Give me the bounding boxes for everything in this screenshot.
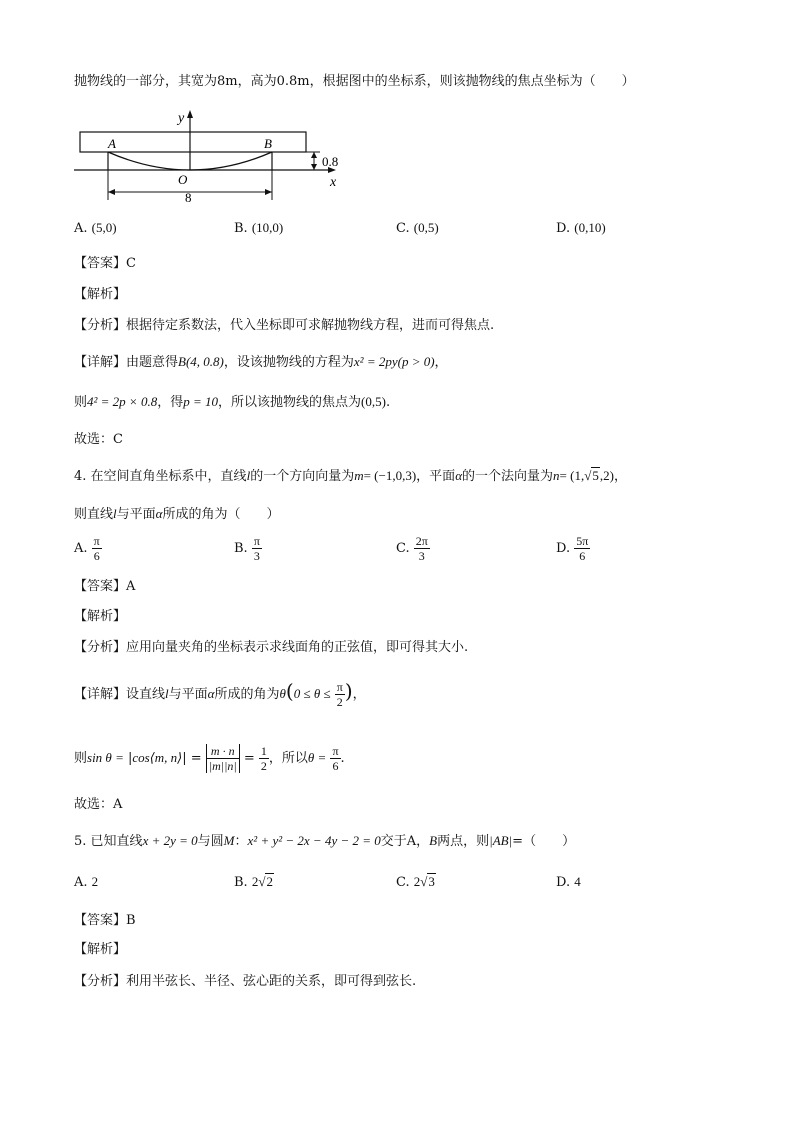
label-b: B	[264, 136, 272, 151]
q4-analysis-tag: 【解析】	[74, 609, 127, 624]
label-y: y	[178, 111, 185, 126]
q5-fenxi: 【分析】利用半弦长、半径、弦心距的关系，即可得到弦长.	[74, 974, 417, 989]
q3-stem: 抛物线的一部分，其宽为8m，高为0.8m，根据图中的坐标系，则该抛物线的焦点坐标为（ ）	[74, 74, 635, 89]
q3-option-b: B. (10,0)	[234, 220, 284, 236]
label-height: 0.8	[322, 154, 339, 169]
q3-analysis-tag: 【解析】	[74, 287, 127, 302]
q3-option-a: A. (5,0)	[74, 220, 117, 236]
q5-option-c: C. 2√3	[396, 874, 435, 890]
label-width: 8	[185, 190, 192, 205]
q4-choose: 故选：A	[74, 797, 123, 812]
q4-option-d: D. $\frac{5\pi}{6}$	[556, 534, 589, 563]
q5-option-b: B. 2√2	[234, 874, 273, 890]
q3-xiangjie: 【详解】由题意得B(4, 0.8)，设该抛物线的方程为x² = 2py(p > 0)，	[74, 354, 448, 370]
q4-stem: 4. 在空间直角坐标系中，直线l的一个方向向量为m= (−1,0,3)，平面α的一个法向量为n= (1,√5,2)，	[74, 468, 627, 484]
q3-choose: 故选：C	[74, 432, 123, 447]
q5-option-a: A. 2	[74, 874, 99, 890]
q5-answer: 【答案】B	[74, 913, 136, 928]
q3-option-d: D. (0,10)	[556, 220, 606, 236]
q4-stem-line2: 则直线l与平面α所成的角为（ ）	[74, 506, 280, 522]
q3-option-c: C. (0,5)	[396, 220, 439, 236]
q4-option-b: B. $\frac{\pi}{3}$	[234, 534, 260, 563]
q5-option-d: D. 4	[556, 874, 581, 890]
q4-xiangjie: 【详解】设直线l与平面α所成的角为θ(0 ≤ θ ≤ $\frac{\pi}{2}$ )，	[74, 679, 366, 709]
q3-fenxi: 【分析】根据待定系数法，代入坐标即可求解抛物线方程，进而可得焦点.	[74, 318, 495, 333]
q5-stem: 5. 已知直线x + 2y = 0与圆M：x² + y² − 2x − 4y − 2 = 0交于A，B两点，则|AB|=（ ）	[74, 833, 576, 849]
label-a: A	[108, 136, 116, 151]
parabola-figure	[74, 108, 364, 208]
q5-analysis-tag: 【解析】	[74, 942, 127, 957]
q4-sin-calc: 则sin θ = |cos⟨m, n⟩| = $\frac{m \cdot n}{|m||n|}$ = $\frac{1}{2}$ ，所以θ = $\frac{\pi}{6}$ .	[74, 744, 345, 773]
q4-option-a: A. $\frac{\pi}{6}$	[74, 534, 100, 563]
label-o: O	[178, 172, 188, 187]
q4-answer: 【答案】A	[74, 579, 136, 594]
q3-calc: 则4² = 2p × 0.8，得p = 10，所以该抛物线的焦点为(0,5).	[74, 394, 391, 410]
q4-fenxi: 【分析】应用向量夹角的坐标表示求线面角的正弦值，即可得其大小.	[74, 640, 469, 655]
q3-answer: 【答案】C	[74, 256, 136, 271]
q4-option-c: C. $\frac{2\pi}{3}$	[396, 534, 428, 563]
label-x: x	[330, 175, 337, 190]
